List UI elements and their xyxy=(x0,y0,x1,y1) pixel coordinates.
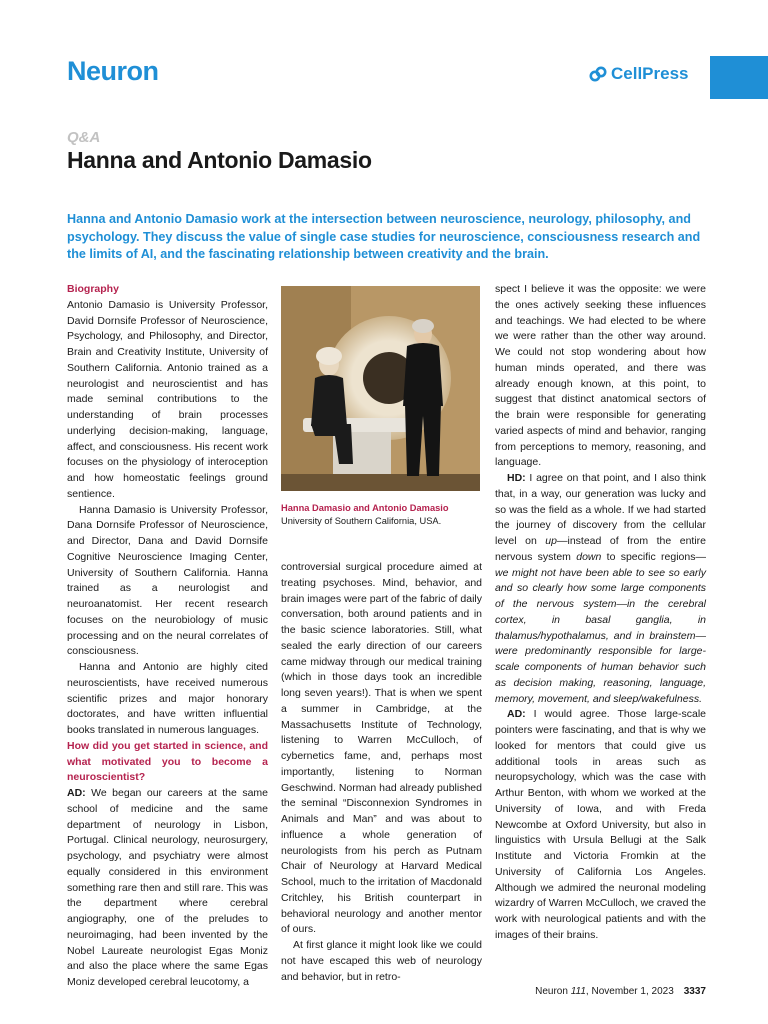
photo-illustration xyxy=(281,286,480,491)
answer-text: —instead of from the entire nervous system xyxy=(495,535,706,563)
lede-summary: Hanna and Antonio Damasio work at the intersection between neuroscience, neurology, philosophy, and psychology. They discuss the value of single case studies for neuroscience, consciousness research and the limits of AI, and the fascinating relationship between creativity and the brain. xyxy=(67,212,701,261)
cellpress-mark-icon xyxy=(589,65,607,83)
answer-paragraph xyxy=(495,471,706,707)
answer-text: I would agree. Those large-scale pointers were fascinating, and that is why we looked for mentors that could give us additional tools in areas such as neuropsychology, which was the case with Arthur Benton, with whom we worked at the University of Iowa, and with Freda Newcombe at Oxford University, but also in linguistics with Ursula Bellugi at the Salk Institute and Victoria Fromkin at the University of California Los Angeles. Although we admired the neuronal modeling wizardry of Warren McCulloch, we craved the work with neurological patients and with the images of their brains. xyxy=(495,708,706,941)
article-title: Hanna and Antonio Damasio xyxy=(67,147,372,173)
answer-text: We began our careers at the same school of medicine and the same department of neurology in Lisbon, Portugal. Clinical neurology, neurosurgery, psychology, and psychiatry were almost equally considered in this environment something rare then and still rare. This was the department where cerebral angiography, one of the preludes to neuroimaging, had been invented by the Nobel Laureate neurologist Egas Moniz and also the place where the same Egas Moniz developed cerebral leucotomy, a xyxy=(67,787,268,988)
bio-paragraph: Hanna Damasio is University Professor, Dana Dornsife Professor of Neuroscience, and Director, Dana and David Dornsife Cognitive Neuroscience Imaging Center, University of Southern California. Hanna trained as a neurologist and neuroanatomist. Her recent research focuses on the neurobiology of music processing and on the neural correlates of consciousness. xyxy=(67,503,268,658)
portrait-photo xyxy=(281,286,480,491)
answer-paragraph: spect I believe it was the opposite: we were the ones actively seeking these influences and teachings. We had elected to be where we were rather than the other way around. We could not stop wondering about how human minds operated, and there was already enough known, at this point, to suggest that distinct anatomical sectors of the brain were responsible for generating varied aspects of mind and behavior, ranging from perceptions to memory, reasoning, and language. xyxy=(495,283,706,469)
answer-paragraph: controversial surgical procedure aimed at treating psychoses. Mind, behavior, and brain images were part of the fabric of daily conversation, both around patients and in the basic science laboratories. Still, what sealed the early direction of our careers came midway through our medical training (which in those days took an incredible long seven years!). That is when we spent a summer in Cambridge, at the Massachusetts Institute of Technology, listening to Warren McCulloch, of cybernetics fame, and, perhaps most importantly, listening to Norman Geschwind. Norman had already published the seminal “Disconnexion Syndromes in Animals and Man” and was about to influence a whole generation of neurologists from his perch as Putnam Chair of Neurology at Harvard Medical School, much to the irritation of Macdonald Critchley, his British counterpart in behavioral neurology and another mentor of ours. xyxy=(281,561,482,936)
answer-emphasis: down xyxy=(576,550,602,563)
biography-heading: Biography xyxy=(67,283,119,295)
page-footer xyxy=(506,986,706,997)
answer-paragraph xyxy=(67,786,268,991)
column-2 xyxy=(281,560,482,985)
cellpress-logo[interactable] xyxy=(589,64,689,84)
column-3 xyxy=(495,282,706,944)
interview-question: How did you get started in science, and what motivated you to become a neuroscientist? xyxy=(67,739,268,784)
answer-text: to specific regions— xyxy=(601,550,706,563)
answer-text: I agree on that point, and I also think that, in a way, our generation was lucky and so was the field as a whole. If we had started the journey of discovery from the cellular level on xyxy=(495,472,706,547)
footer-volume: 111 xyxy=(570,986,586,997)
speaker-label: HD: xyxy=(507,472,526,484)
answer-paragraph xyxy=(495,707,706,943)
bio-paragraph: Hanna and Antonio are highly cited neuroscientists, have received numerous scientific prizes and major honorary doctorates, and have written influential books translated in numerous languages. xyxy=(67,661,268,736)
page-number: 3337 xyxy=(683,986,706,997)
column-1 xyxy=(67,282,268,991)
footer-journal: Neuron xyxy=(535,986,568,997)
section-label: Q&A xyxy=(67,129,101,146)
answer-paragraph: At first glance it might look like we could not have escaped this web of neurology and behavior, but in retro- xyxy=(281,939,482,983)
answer-emphasis: we might not have been able to see so early and so clearly how some large components of the nervous system—in the cerebral cortex, in basal ganglia, in thalamus/hypothalamus, and in brainstem—were predominantly responsible for large-scale components of human behavior such as decision making, reasoning, language, memory, movement, and sleep/wakefulness. xyxy=(495,566,706,705)
journal-logo[interactable]: Neuron xyxy=(67,56,159,86)
bio-paragraph: Antonio Damasio is University Professor, David Dornsife Professor of Neuroscience, Psychology, and Philosophy, and Director, Brain and Creativity Institute, University of Southern California. Antonio trained as a neurologist and neuroscientist and has made seminal contributions to the understanding of brain processes underlying decision-making, language, affect, and consciousness. His recent work focuses on the physiology of interoception and how homeostatic feelings ground sentience. xyxy=(67,298,268,500)
answer-emphasis: up xyxy=(545,535,557,547)
corner-accent xyxy=(710,56,768,99)
speaker-label: AD: xyxy=(507,708,526,721)
speaker-label: AD: xyxy=(67,787,86,799)
figure-caption-subtitle: University of Southern California, USA. xyxy=(281,516,442,526)
publisher-name: CellPress xyxy=(611,64,689,83)
figure-caption-title: Hanna Damasio and Antonio Damasio xyxy=(281,503,449,513)
footer-date: , November 1, 2023 xyxy=(585,986,674,997)
